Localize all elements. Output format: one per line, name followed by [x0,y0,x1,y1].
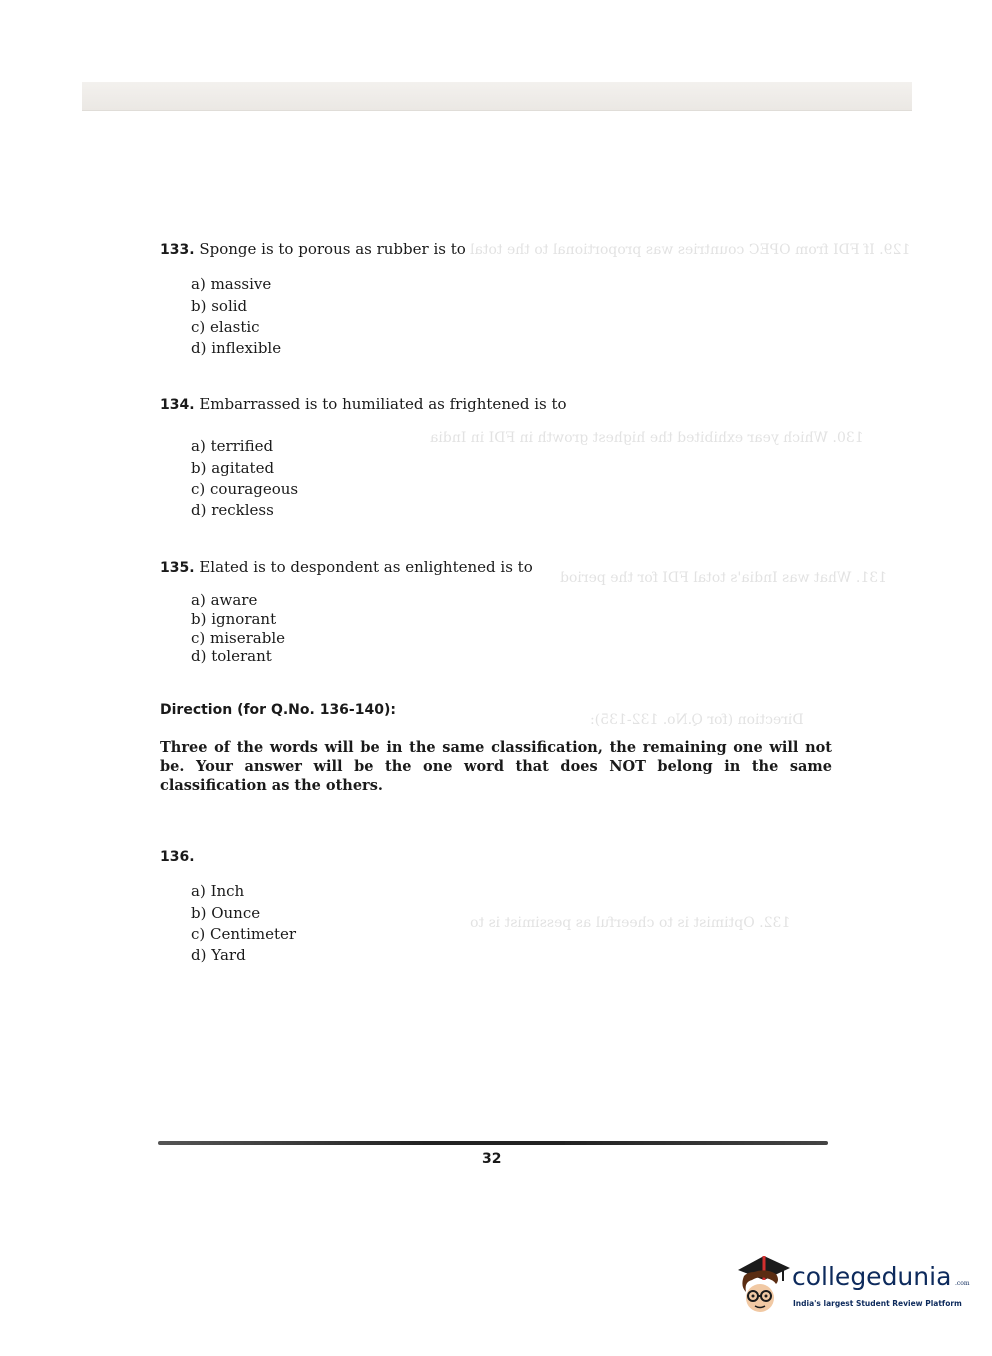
question-text: Embarrassed is to humiliated as frightened is to [199,395,567,413]
collegedunia-logo [736,1250,970,1320]
option-b: b) ignorant [191,610,277,628]
page-number: 32 [482,1151,502,1167]
option-d: d) inflexible [191,339,282,357]
option-c: c) Centimeter [191,925,297,943]
option-a: a) Inch [191,882,245,900]
option-a: a) massive [191,275,272,293]
option-b: b) solid [191,297,248,315]
scan-top-strip [82,82,912,111]
option-a: a) aware [191,591,258,609]
option-a: a) terrified [191,437,274,455]
question-number: 133. [160,242,195,258]
direction-title: Direction (for Q.No. 136-140): [160,702,396,718]
direction-body: Three of the words will be in the same classification, the remaining one will not be. Your answer will be the one word that does NOT belong in the same classification as the others. [160,739,832,794]
option-d: d) reckless [191,501,274,519]
option-b: b) agitated [191,459,275,477]
logo-suffix: .com [955,1280,970,1287]
option-d: d) Yard [191,946,246,964]
logo-tagline: India's largest Student Review Platform [793,1299,962,1308]
mascot-icon [736,1250,792,1320]
question-134 [160,395,567,413]
question-number: 136. [160,849,195,865]
document-page: 129. If FDI from OPEC countries was proportional to the total 130. Which year exhibited the highest growth in FDI in India 131. What was India's total FDI for the period Direction (for Q.No. 132-135): 132. Optimist is to cheerful as pessimist is to 133. Sponge is to porous as rubber is to a) massive b) solid c) elastic d) inflexible 134. Embarrassed is to humiliated as frightened is to a) terrified b) agitated c) courageous d) reckless 135. Elated is to despondent as enlightened is to a) aware b) ignorant c) miserable d) tolerant Direction (for Q.No. 136-140): Three of the words will be in the same classification, the remaining one will not be. Your answer will be the one word that does NOT belong in the same classification as the others. 136. a) Inch b) Ounce c) Centimeter d) Yard 32 collegedunia .com India's largest Student Review Platform [0,0,992,1356]
question-text: Sponge is to porous as rubber is to [199,240,466,258]
question-text: Elated is to despondent as enlightened is to [199,558,533,576]
logo-wordmark: collegedunia [792,1262,952,1291]
question-number: 135. [160,560,195,576]
question-136 [160,847,195,865]
footer-rule [158,1141,828,1145]
option-d: d) tolerant [191,647,272,665]
option-c: c) miserable [191,629,286,647]
option-b: b) Ounce [191,904,261,922]
question-133 [160,240,466,258]
question-number: 134. [160,397,195,413]
option-c: c) elastic [191,318,260,336]
question-135 [160,558,533,576]
option-c: c) courageous [191,480,299,498]
